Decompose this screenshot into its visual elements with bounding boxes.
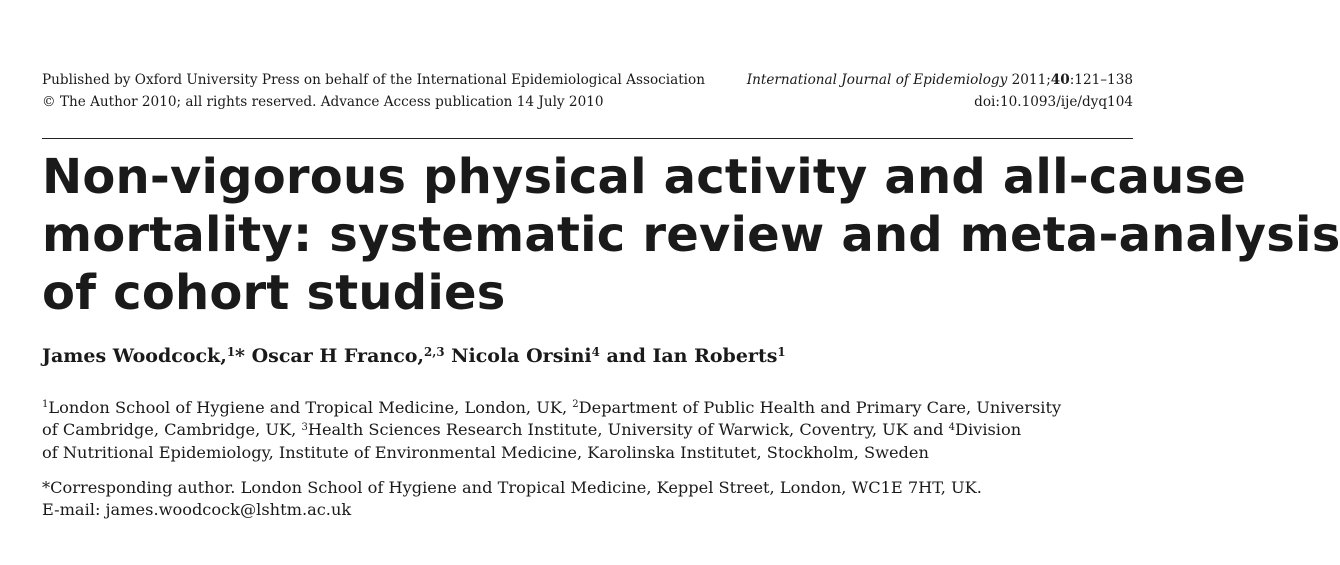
journal-citation (747, 69, 1133, 91)
citation-year: 2011; (1007, 72, 1051, 88)
header-divider (42, 138, 1133, 139)
article-first-page (42, 0, 1340, 565)
affiliations (42, 397, 1133, 464)
affiliation-marker: 2 (572, 399, 579, 411)
author-affiliation-marker: 4 (591, 344, 600, 359)
title-line-2: mortality: systematic review and meta-analysis (42, 207, 1340, 263)
title-line-1: Non-vigorous physical activity and all-cause (42, 149, 1246, 205)
title-line-3: of cohort studies (42, 265, 506, 321)
citation-volume: 40 (1050, 72, 1070, 88)
copyright-line: © The Author 2010; all rights reserved. Advance Access publication 14 July 2010 (42, 94, 604, 110)
author-affiliation-marker: 1 (226, 344, 236, 359)
publisher-line: Published by Oxford University Press on behalf of the International Epidemiological Association (42, 72, 705, 88)
affiliation-text: Health Sciences Research Institute, University of Warwick, Coventry, UK and (307, 420, 949, 440)
affiliation-marker: 4 (948, 421, 956, 433)
affiliation-line-3: of Nutritional Epidemiology, Institute of Environmental Medicine, Karolinska Institutet, Stockholm, Sweden (42, 442, 929, 462)
affiliation-line-2 (42, 419, 1133, 441)
corresponding-author (42, 477, 1133, 521)
publisher-info (42, 69, 705, 113)
citation-info (747, 69, 1133, 113)
affiliation-text: Department of Public Health and Primary Care, University (578, 398, 1062, 417)
affiliation-marker: 3 (301, 421, 308, 433)
author-affiliation-marker: 1 (777, 344, 786, 359)
corresponding-address: *Corresponding author. London School of Hygiene and Tropical Medicine, Keppel Street, London, WC1E 7HT, UK. (42, 478, 982, 497)
author-name: Ian Roberts (652, 345, 778, 367)
affiliation-line-1 (42, 397, 1133, 419)
citation-pages: :121–138 (1069, 72, 1133, 88)
affiliation-text: of Cambridge, Cambridge, UK, (42, 420, 302, 440)
author-separator: and (599, 345, 653, 367)
author-name: James Woodcock, (42, 345, 227, 367)
doi[interactable]: doi:10.1093/ije/dyq104 (974, 94, 1133, 110)
article-title (42, 148, 1340, 322)
author-list (42, 342, 1133, 370)
author-name: Oscar H Franco, (251, 345, 425, 367)
author-affiliation-marker: 2,3 (424, 344, 445, 359)
affiliation-marker: 1 (42, 399, 49, 411)
affiliation-text: Division (955, 420, 1022, 440)
affiliation-text: London School of Hygiene and Tropical Medicine, London, UK, (48, 398, 573, 417)
journal-name: International Journal of Epidemiology (746, 72, 1008, 88)
corresponding-email[interactable]: E-mail: james.woodcock@lshtm.ac.uk (42, 500, 352, 519)
author-separator: * (235, 345, 252, 367)
author-name: Nicola Orsini (451, 345, 592, 367)
